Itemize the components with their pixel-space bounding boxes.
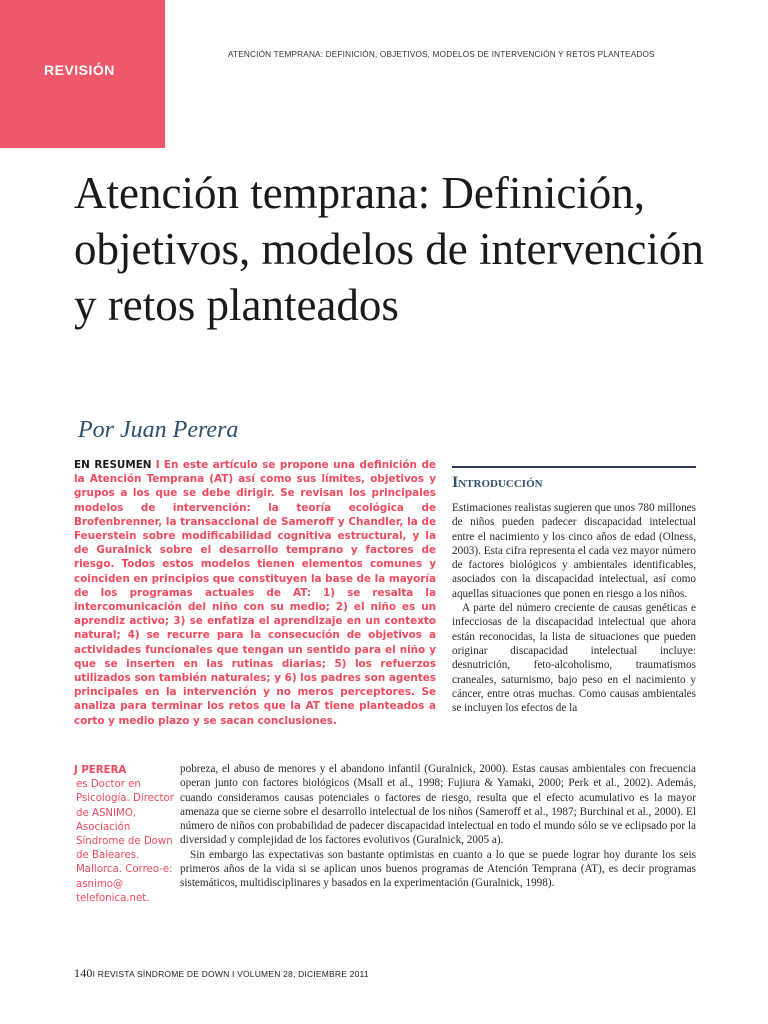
author-bio xyxy=(74,764,176,906)
paragraph-2: A parte del número creciente de causas genéticas e infecciosas de la discapacidad intelectual que ahora están reconocidas, la lista de situaciones que pueden originar discapacidad intelectual incluye: desnutrición, feto-alcoholismo, traumatismos craneales, saturnismo, bajo peso en el nacimiento y cáncer, entre otras muchas. Como causas ambientales se incluyen los efectos de la xyxy=(452,602,696,715)
issue-info: VOLUMEN 28, DICIEMBRE 2011 xyxy=(237,969,369,979)
running-head: ATENCIÓN TEMPRANA: DEFINICIÓN, OBJETIVOS, MODELOS DE INTERVENCIÓN Y RETOS PLANTEADOS xyxy=(228,50,655,59)
footer-separator: I xyxy=(92,969,96,979)
footer-separator: I xyxy=(231,969,235,979)
abstract-separator: I xyxy=(155,459,160,471)
paragraph-1: Estimaciones realistas sugieren que unos 780 millones de niños pueden padecer discapacidad intelectual entre el nacimiento y los cinco años de edad (Olness, 2003). Esta cifra representa el cada vez mayor número de factores biológicos y ambientales identificables, asociados con la discapacidad intelectual, así como aquellas situaciones que ponen en riesgo a los niños. xyxy=(452,502,696,600)
abstract xyxy=(74,458,436,728)
section-rule xyxy=(452,466,696,468)
body-wide-column xyxy=(180,762,696,891)
abstract-text: En este artículo se propone una definición de la Atención Temprana (AT) así como sus límites, objetivos y grupos a los que se debe dirigir. Se revisan los principales modelos de intervención: la teoría ecológica de Brofenbrenner, la transaccional de Sameroff y Chandler, la de Feuerstein sobre modificabilidad cognitiva estructural, y la de Guralnick sobre el desarrollo temprano y factores de riesgo. Todos estos modelos tienen elementos comunes y coinciden en principios que constituyen la base de la mayoría de los programas actuales de AT: 1) se resalta la intercomunicación del niño con su medio; 2) el niño es un aprendiz activo; 3) se enfatiza el aprendizaje en un contexto natural; 4) se recurre para la consecución de objetivos a actividades funcionales que tengan un sentido para el niño y que se inserten en las rutinas diarias; 5) los refuerzos utilizados son también naturales; y 6) los padres son agentes principales en la intervención y no meros perceptores. Se analiza para terminar los retos que la AT tiene planteados a corto y medio plazo y se sacan conclusiones. xyxy=(74,459,436,727)
abstract-label: EN RESUMEN xyxy=(74,459,152,471)
article-title: Atención temprana: Definición, objetivos, modelos de intervención y retos planteados xyxy=(74,168,704,330)
page-number: 140 xyxy=(74,966,93,980)
paragraph-2-continued: pobreza, el abuso de menores y el abandono infantil (Guralnick, 2000). Estas causas ambientales con frecuencia operan junto con factores biológicos (Msall et al., 1998; Fujiura & Yamaki, 2000; Perk et al., 2002). Además, cuando consideramos causas potenciales o factores de riesgo, resulta que el efecto acumulativo es la mayor amenaza que se cierne sobre el desarrollo intelectual de los niños (Sameroff et al., 1987; Burchinal et al., 2000). El número de niños con probabilidad de padecer discapacidad intelectual en todo el mundo sólo se ve eclipsado por la diversidad y complejidad de los factores evolutivos (Guralnick, 2005 a). xyxy=(180,763,696,847)
byline: Por Juan Perera xyxy=(78,417,239,443)
intro-column xyxy=(452,501,696,715)
paragraph-3: Sin embargo las expectativas son bastante optimistas en cuanto a lo que se puede lograr hoy durante los seis primeros años de la vida si se aplican unos buenos programas de Atención Temprana (AT), es decir programas sistemáticos, multidisciplinares y basados en la experimentación (Guralnick, 1998). xyxy=(180,848,696,890)
section-label: REVISIÓN xyxy=(44,62,115,78)
section-heading-introduccion: Introducción xyxy=(452,474,543,491)
journal-name: REVISTA SÍNDROME DE DOWN xyxy=(97,969,230,979)
author-description: es Doctor en Psicología. Director de ASNIMO, Asociación Síndrome de Down de Baleares. Mallorca. Correo-e: asnimo@ telefonica.net. xyxy=(76,779,174,904)
page-footer xyxy=(74,966,369,981)
author-name: J PERERA xyxy=(74,765,127,776)
